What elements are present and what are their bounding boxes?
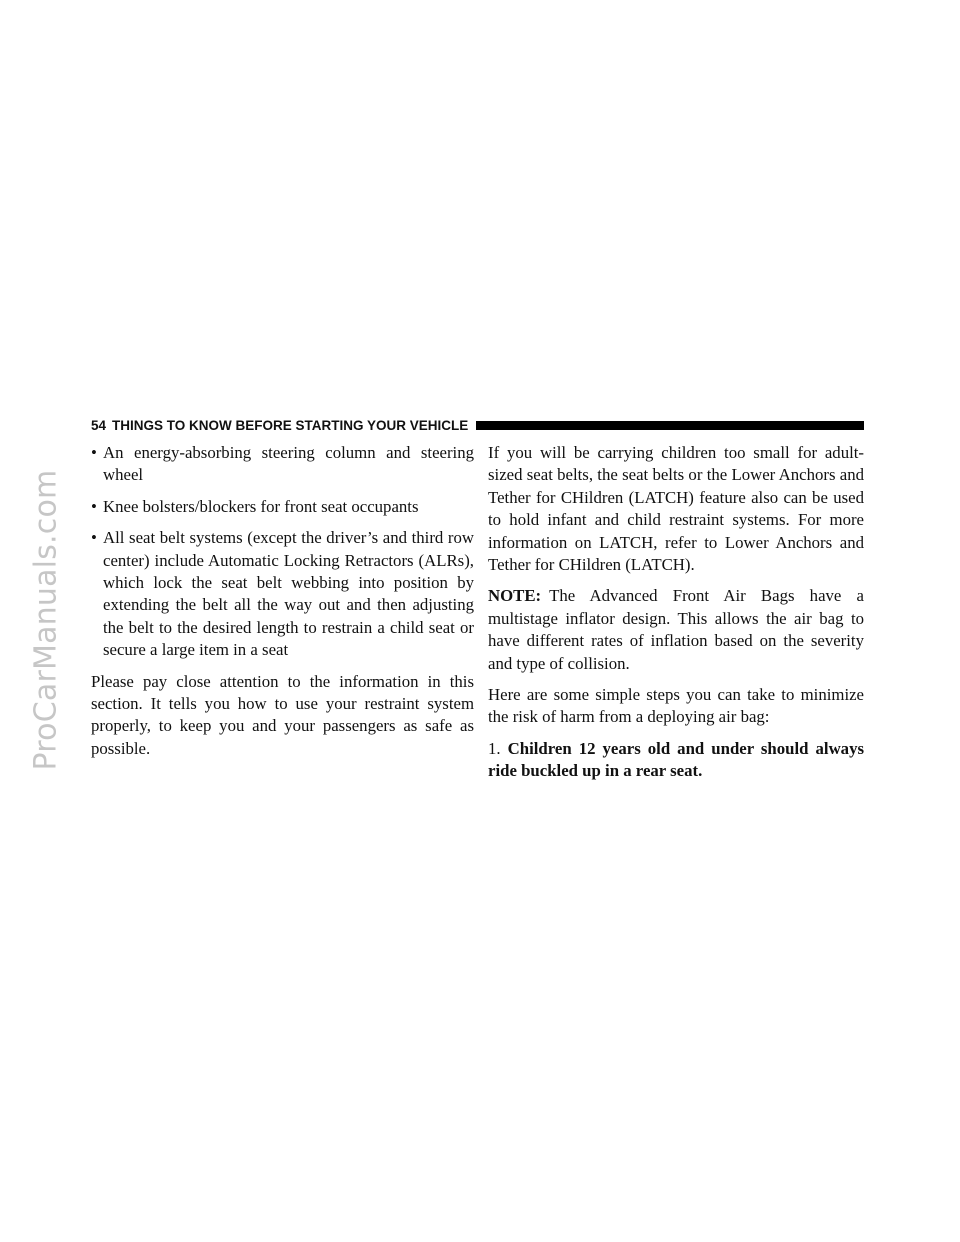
note-label: NOTE: xyxy=(488,586,542,606)
left-column xyxy=(91,442,474,769)
step-number: 1. xyxy=(488,738,501,758)
bullet-icon: • xyxy=(91,443,97,462)
bullet-text: Knee bolsters/blockers for front seat occupants xyxy=(103,496,419,516)
step-text: Children 12 years old and under should always ride buckled up in a rear seat. xyxy=(488,738,864,781)
bullet-icon: • xyxy=(91,496,97,516)
page-header xyxy=(91,416,864,434)
header-rule xyxy=(476,421,864,430)
right-column xyxy=(488,442,864,792)
restraint-info-paragraph: Please pay close attention to the information in this section. It tells you how to use your restraint system properly, to keep you and your passengers as safe as possible. xyxy=(91,671,474,758)
section-title: THINGS TO KNOW BEFORE STARTING YOUR VEHICLE xyxy=(112,417,469,433)
steps-intro-paragraph: Here are some simple steps you can take to minimize the risk of harm from a deploying air bag: xyxy=(488,685,864,727)
bullet-text: All seat belt systems (except the driver’s and third row center) include Automatic Locking Retractors (ALRs), which lock the seat belt webbing into position by extending the belt all the way out and then adjusting the belt to the desired length to restrain a child seat or secure a large item in a seat xyxy=(103,528,474,660)
note-text: The Advanced Front Air Bags have a multistage inflator design. This allows the air bag to have different rates of inflation based on the severity and type of collision. xyxy=(488,586,864,673)
watermark-text: ProCarManuals.com xyxy=(28,469,64,771)
bullet-item xyxy=(91,527,474,661)
bullet-icon: • xyxy=(91,528,97,548)
bullet-item xyxy=(91,496,474,518)
bullet-text: An energy-absorbing steering column and steering wheel xyxy=(103,443,474,485)
feature-bullet-list xyxy=(91,442,474,662)
bullet-item xyxy=(91,442,474,487)
latch-paragraph: If you will be carrying children too small for adult-sized seat belts, the seat belts or the Lower Anchors and Tether for CHildren (LATCH) feature also can be used to hold infant and child restraint systems. For more information on LATCH, refer to Lower Anchors and Tether for CHildren (LATCH). xyxy=(488,443,864,575)
note-paragraph xyxy=(488,585,864,675)
page-number: 54 xyxy=(91,417,107,433)
step-item xyxy=(488,738,864,783)
